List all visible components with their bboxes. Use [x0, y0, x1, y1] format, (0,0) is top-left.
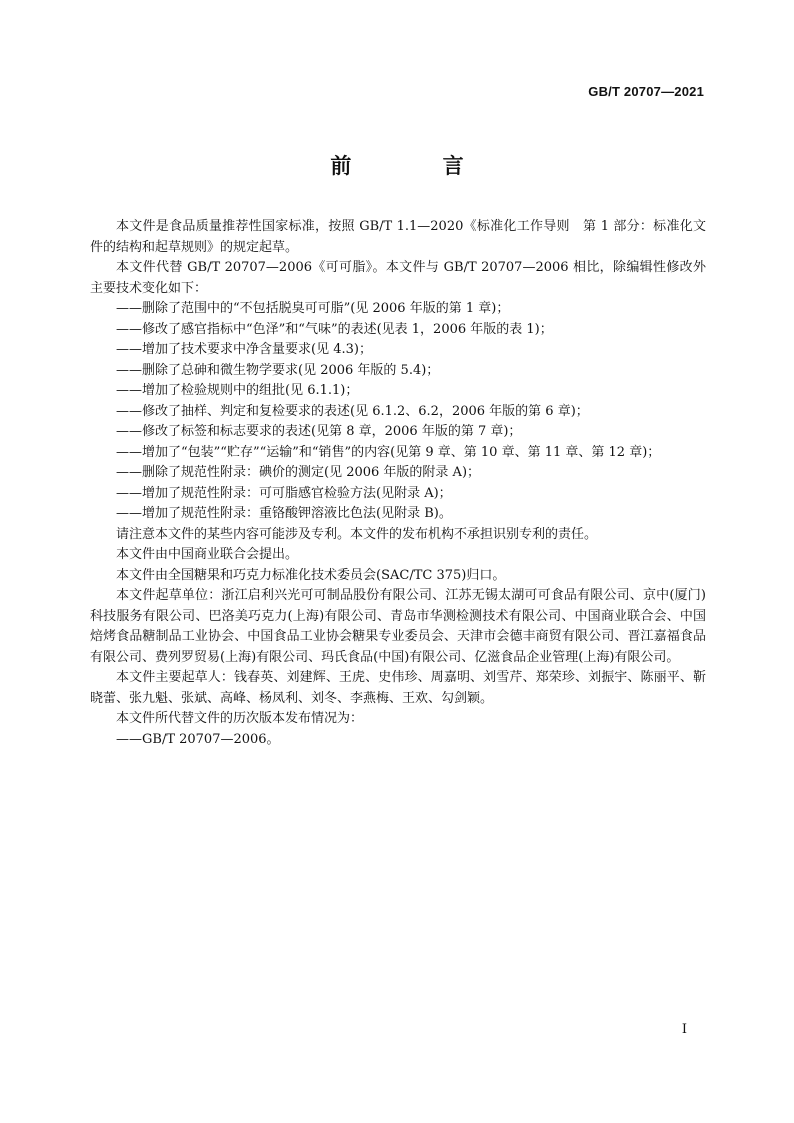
intro-paragraph-2: 本文件代替 GB/T 20707—2006《可可脂》。本文件与 GB/T 20707—2006 相比，除编辑性修改外主要技术变化如下：	[90, 260, 706, 296]
change-item: ——删除了总砷和微生物学要求(见 2006 年版的 5.4)；	[116, 362, 440, 378]
change-item: ——增加了技术要求中净含量要求(见 4.3)；	[116, 342, 372, 357]
history-item: ——GB/T 20707—2006。	[116, 731, 280, 747]
change-item: ——增加了“包装”“贮存”“运输”和“销售”的内容(见第 9 章、第 10 章、第 11 章、第 12 章)；	[116, 444, 661, 460]
proposer-statement: 本文件由中国商业联合会提出。	[116, 547, 299, 562]
standard-code: GB/T 20707—2021	[588, 84, 704, 99]
change-item: ——删除了规范性附录：碘价的测定(见 2006 年版的附录 A)；	[116, 465, 481, 480]
change-item: ——修改了标签和标志要求的表述(见第 8 章，2006 年版的第 7 章)；	[116, 424, 522, 439]
foreword-body	[90, 217, 706, 750]
change-item: ——修改了抽样、判定和复检要求的表述(见 6.1.2、6.2，2006 年版的第 6 章)；	[116, 403, 589, 419]
committee-statement: 本文件由全国糖果和巧克力标准化技术委员会(SAC/TC 375)归口。	[116, 567, 506, 583]
drafters: 本文件主要起草人：钱春英、刘建辉、王虎、史伟珍、周嘉明、刘雪芹、郑荣珍、刘振宇、陈丽平、靳晓蕾、张九魁、张斌、高峰、杨凤利、刘冬、李燕梅、王欢、勾剑颖。	[90, 670, 706, 706]
change-item: ——增加了检验规则中的组批(见 6.1.1)；	[116, 383, 359, 398]
change-item: ——修改了感官指标中“色泽”和“气味”的表述(见表 1，2006 年版的表 1)；	[116, 321, 553, 337]
change-item: ——删除了范围中的“不包括脱臭可可脂”(见 2006 年版的第 1 章)；	[116, 301, 510, 316]
change-item: ——增加了规范性附录：可可脂感官检验方法(见附录 A)；	[116, 485, 452, 501]
drafting-units: 本文件起草单位：浙江启利兴光可可制品股份有限公司、江苏无锡太湖可可食品有限公司、京中(厦门)科技服务有限公司、巴洛美巧克力(上海)有限公司、青岛市华测检测技术有限公司、中国商业联合会、中国焙烤食品糖制品工业协会、中国食品工业协会糖果专业委员会、天津市会德丰商贸有限公司、晋江嘉福食品有限公司、费列罗贸易(上海)有限公司、玛氏食品(中国)有限公司、亿滋食品企业管理(上海)有限公司。	[90, 588, 706, 665]
page-number: I	[681, 1022, 687, 1037]
page-title: 前 言	[330, 154, 506, 178]
intro-paragraph-1: 本文件是食品质量推荐性国家标准，按照 GB/T 1.1—2020《标准化工作导则 第 1 部分：标准化文件的结构和起草规则》的规定起草。	[90, 219, 706, 255]
change-item: ——增加了规范性附录：重铬酸钾溶液比色法(见附录 B)。	[116, 506, 452, 521]
patent-notice: 请注意本文件的某些内容可能涉及专利。本文件的发布机构不承担识别专利的责任。	[116, 526, 598, 542]
history-intro: 本文件所代替文件的历次版本发布情况为：	[116, 711, 364, 726]
